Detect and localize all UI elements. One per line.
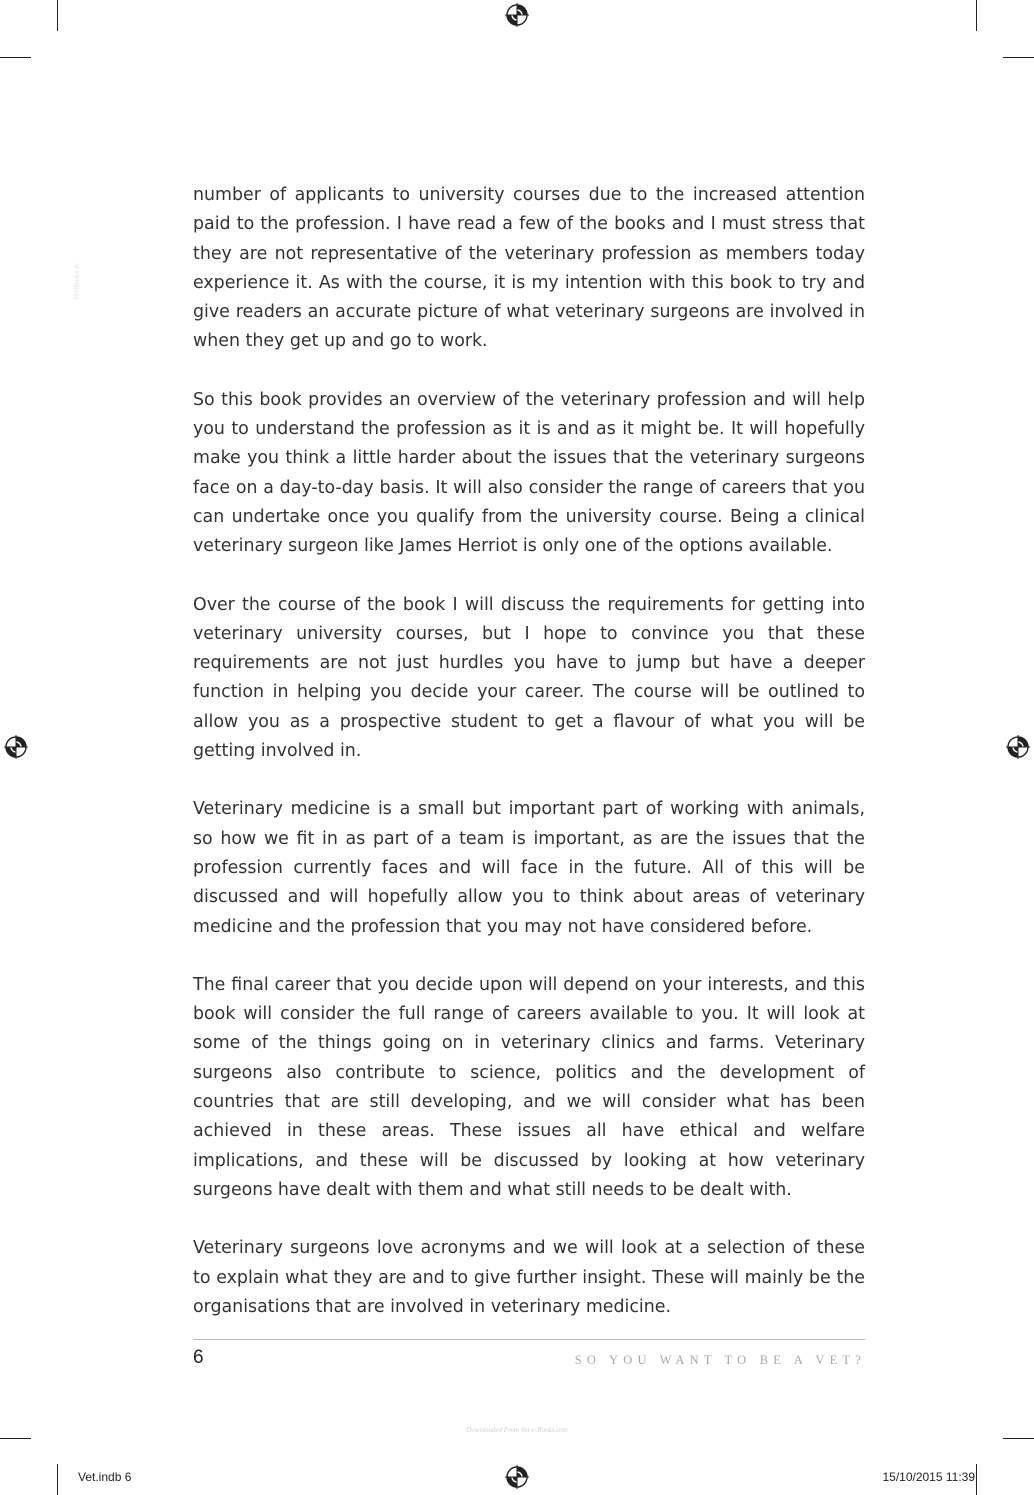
crop-mark-top-right-vertical [976, 0, 977, 31]
slug-timestamp: 15/10/2015 11:39 [882, 1470, 975, 1484]
download-note: Downloaded From Vet-e-Books.com [466, 1426, 568, 1434]
paragraph: number of applicants to university courses due to the increased attention paid to the profession. I have read a few of the books and I must stress that they are not representative of the veterinary profession as members today experience it. As with the course, it is my intention with this book to try and give readers an accurate picture of what veterinary surgeons are involved in when they get up and go to work. [193, 185, 865, 352]
running-head: SO YOU WANT TO BE A VET? [574, 1353, 866, 1367]
crop-mark-bottom-right-vertical [976, 1464, 977, 1495]
paragraph: Veterinary medicine is a small but important part of working with animals, so how we fit in as part of a team is important, as are the issues that the profession currently faces and will face in the future. All of this will be discussed and will hopefully allow you to think about areas of veterinary medicine and the profession that you may not have considered before. [193, 799, 865, 937]
crop-mark-top-left-horizontal [0, 57, 31, 58]
body-text [193, 181, 865, 1351]
paragraph: Over the course of the book I will discuss the requirements for getting into veterinary university courses, but I hope to convince you that these requirements are not just hurdles you have to jump but have a deeper function in helping you decide your career. The course will be outlined to allow you as a prospective student to get a flavour of what you will be getting involved in. [193, 594, 865, 762]
footer-rule [193, 1339, 865, 1340]
registration-mark-icon [505, 3, 529, 27]
crop-mark-top-left-vertical [57, 0, 58, 31]
paragraph: So this book provides an overview of the veterinary profession and will help you to understand the profession as it is and as it might be. It will hopefully make you think a little harder about the issues that the veterinary surgeons face on a day-to-day basis. It will also consider the range of careers that you can undertake once you qualify from the university course. Being a clinical veterinary surgeon like James Herriot is only one of the options available. [193, 389, 865, 557]
registration-mark-icon [4, 735, 28, 759]
crop-mark-bottom-left-horizontal [0, 1438, 31, 1439]
paragraph: Veterinary surgeons love acronyms and we will look at a selection of these to explain what they are and to give further insight. These will mainly be the organisations that are involved in veterinary medicine. [193, 1238, 865, 1317]
registration-mark-icon [1006, 735, 1030, 759]
slug-file-name: Vet.indb 6 [78, 1470, 132, 1484]
side-watermark: VetBooks.ir [72, 263, 81, 300]
paragraph: The final career that you decide upon will depend on your interests, and this book will consider the full range of careers available to you. It will look at some of the things going on in veterinary clinics and farms. Veterinary surgeons also contribute to science, politics and the development of countries that are still developing, and we will consider what has been achieved in these areas. These issues all have ethical and welfare implications, and these will be discussed by looking at how veterinary surgeons have dealt with them and what still needs to be dealt with. [193, 974, 865, 1200]
crop-mark-bottom-right-horizontal [1003, 1438, 1034, 1439]
crop-mark-bottom-left-vertical [57, 1464, 58, 1495]
crop-mark-top-right-horizontal [1003, 57, 1034, 58]
page-number: 6 [193, 1347, 204, 1368]
registration-mark-icon [505, 1465, 529, 1489]
